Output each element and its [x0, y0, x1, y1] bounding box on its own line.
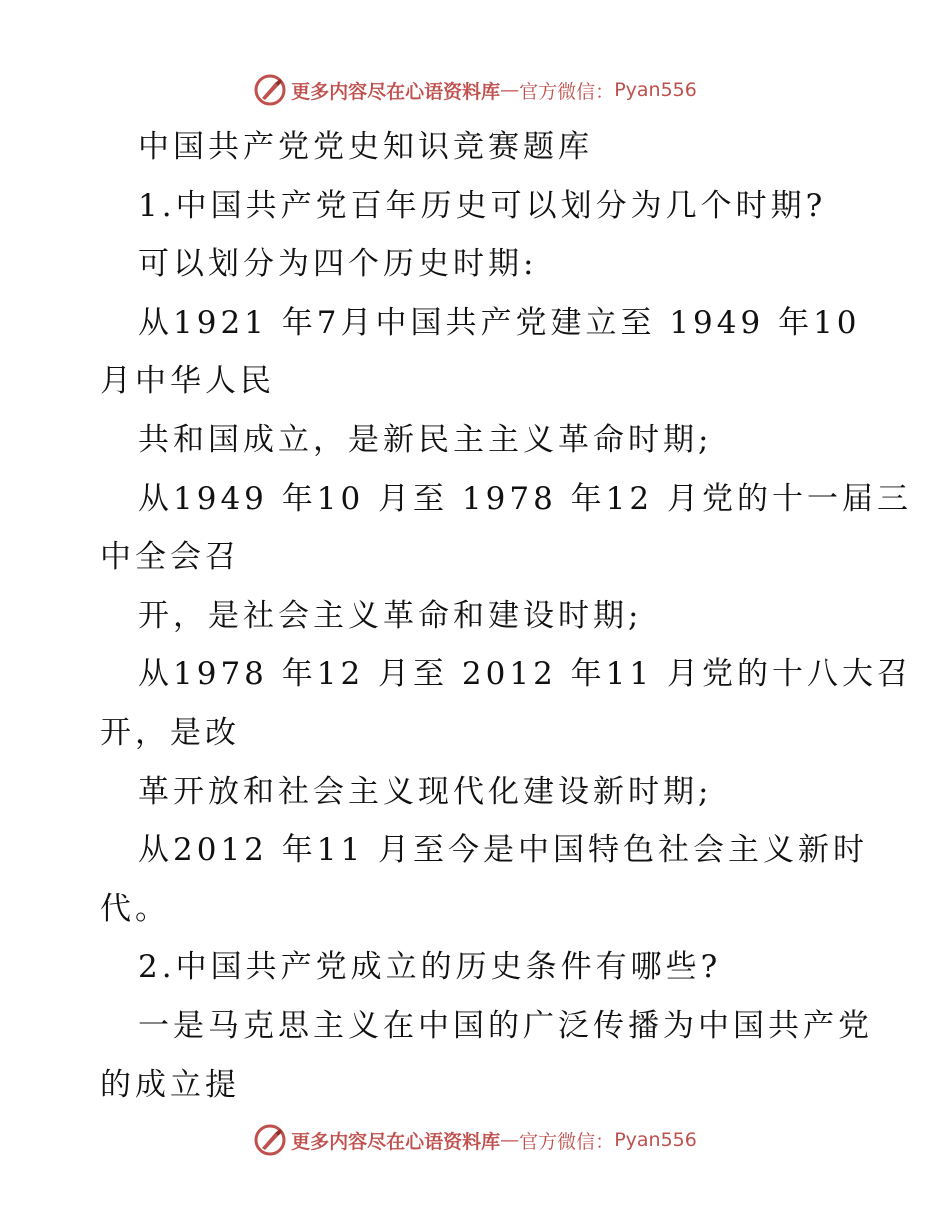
- document-body: [100, 118, 912, 1114]
- answer-line: 从1949 年10 月至 1978 年12 月党的十一届三: [138, 480, 912, 517]
- watermark-footer: [0, 1120, 950, 1160]
- answer-line: 从1978 年12 月至 2012 年11 月党的十八大召: [138, 656, 912, 693]
- document-title: 中国共产党党史知识竞赛题库: [138, 129, 593, 165]
- answer-line: 月中华人民: [100, 363, 275, 400]
- watermark-official-label: 官方微信：: [519, 1130, 615, 1153]
- watermark-main-text: 更多内容尽在心语资料库: [291, 80, 501, 103]
- pen-logo-icon: [253, 1123, 287, 1157]
- watermark-separator: —: [500, 1129, 520, 1151]
- answer-line: 代。: [100, 890, 170, 927]
- answer-line: 革开放和社会主义现代化建设新时期;: [138, 773, 713, 810]
- watermark-main-text: 更多内容尽在心语资料库: [291, 1130, 501, 1153]
- question-2: 2.中国共产党成立的历史条件有哪些?: [138, 949, 722, 986]
- answer-line: 从1921 年7月中国共产党建立至 1949 年10: [138, 304, 861, 341]
- question-1: 1.中国共产党百年历史可以划分为几个时期?: [138, 187, 827, 224]
- answer-line: 共和国成立，是新民主主义革命时期;: [138, 421, 713, 458]
- watermark-wechat-id: Pyan556: [614, 79, 697, 101]
- watermark-official-label: 官方微信：: [519, 80, 615, 103]
- watermark-separator: —: [500, 79, 520, 101]
- answer-line: 可以划分为四个历史时期:: [138, 246, 538, 283]
- watermark-header: [0, 70, 950, 110]
- answer-line: 开，是社会主义革命和建设时期;: [138, 597, 643, 634]
- watermark-wechat-id: Pyan556: [614, 1129, 697, 1151]
- pen-logo-icon: [253, 73, 287, 107]
- answer-line: 从2012 年11 月至今是中国特色社会主义新时: [138, 832, 869, 869]
- answer-line: 一是马克思主义在中国的广泛传播为中国共产党: [138, 1007, 873, 1044]
- answer-line: 中全会召: [100, 539, 240, 576]
- answer-line: 开，是改: [100, 714, 240, 751]
- answer-line: 的成立提: [100, 1066, 240, 1103]
